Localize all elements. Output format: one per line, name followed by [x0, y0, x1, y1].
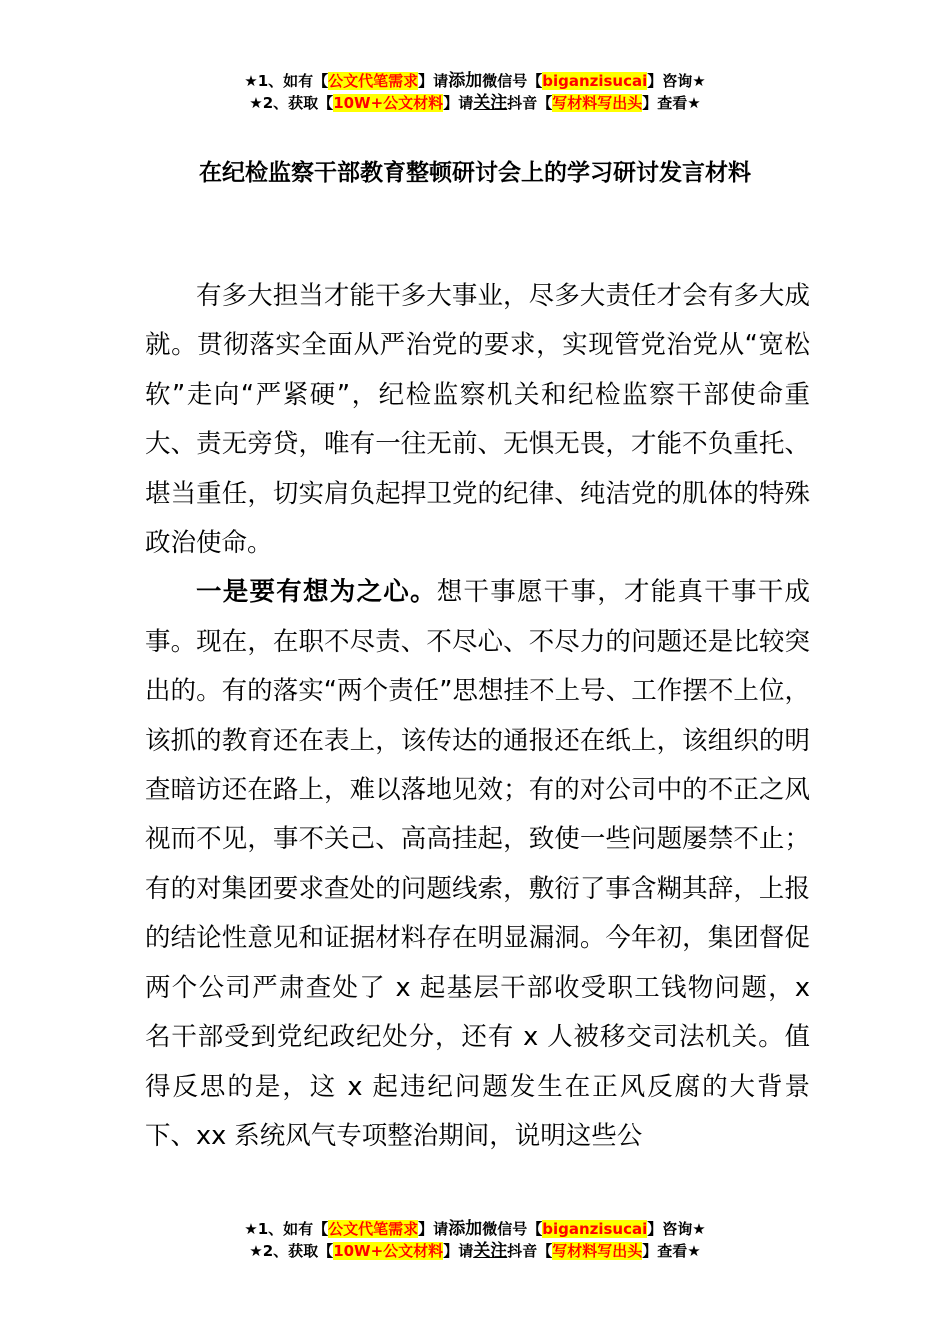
header-banner [0, 70, 950, 114]
star-icon: ★ [244, 1220, 258, 1238]
star-icon: ★ [244, 72, 258, 90]
footer-line-1: ★1、如有【公文代笔需求】请添加微信号【biganzisucai】咨询★ [244, 1219, 706, 1239]
highlight-service: 公文代笔需求 [328, 1220, 419, 1238]
paragraph-lead: 一是要有想为之心。 [196, 577, 437, 608]
star-icon: ★ [249, 1242, 263, 1260]
highlight-materials: 10W+公文材料 [333, 94, 444, 112]
highlight-wechat-id: biganzisucai [542, 1220, 648, 1238]
star-icon: ★ [687, 1242, 701, 1260]
star-icon: ★ [249, 94, 263, 112]
document-body [145, 272, 810, 1161]
star-icon: ★ [692, 72, 706, 90]
star-icon: ★ [687, 94, 701, 112]
header-line-2: ★2、获取【10W+公文材料】请关注抖音【写材料写出头】查看★ [249, 93, 701, 113]
paragraph-point-one: 一是要有想为之心。想干事愿干事，才能真干事干成事。现在，在职不尽责、不尽心、不尽力的问题还是比较突出的。有的落实“两个责任”思想挂不上号、工作摆不上位，该抓的教育还在表上，该传达的通报还在纸上，该组织的明查暗访还在路上，难以落地见效；有的对公司中的不正之风视而不见，事不关己、高高挂起，致使一些问题屡禁不止；有的对集团要求查处的问题线索，敷衍了事含糊其辞，上报的结论性意见和证据材料存在明显漏洞。今年初，集团督促两个公司严肃查处了 x 起基层干部收受职工钱物问题，x 名干部受到党纪政纪处分，还有 x 人被移交司法机关。值得反思的是，这 x 起违纪问题发生在正风反腐的大背景下、xx 系统风气专项整治期间，说明这些公 [145, 577, 810, 1151]
paragraph-intro: 有多大担当才能干多大事业，尽多大责任才会有多大成就。贯彻落实全面从严治党的要求，实现管党治党从“宽松软”走向“严紧硬”，纪检监察机关和纪检监察干部使命重大、责无旁贷，唯有一往无前、无惧无畏，才能不负重托、堪当重任，切实肩负起捍卫党的纪律、纯洁党的肌体的特殊政治使命。 [145, 281, 810, 559]
highlight-service: 公文代笔需求 [328, 72, 419, 90]
star-icon: ★ [692, 1220, 706, 1238]
highlight-materials: 10W+公文材料 [333, 1242, 444, 1260]
header-line-1: ★1、如有【公文代笔需求】请添加微信号【biganzisucai】咨询★ [244, 71, 706, 91]
highlight-wechat-id: biganzisucai [542, 72, 648, 90]
footer-line-2: ★2、获取【10W+公文材料】请关注抖音【写材料写出头】查看★ [249, 1241, 701, 1261]
highlight-douyin-account: 写材料写出头 [552, 94, 643, 112]
highlight-douyin-account: 写材料写出头 [552, 1242, 643, 1260]
document-title: 在纪检监察干部教育整顿研讨会上的学习研讨发言材料 [199, 160, 751, 186]
footer-banner [0, 1218, 950, 1262]
